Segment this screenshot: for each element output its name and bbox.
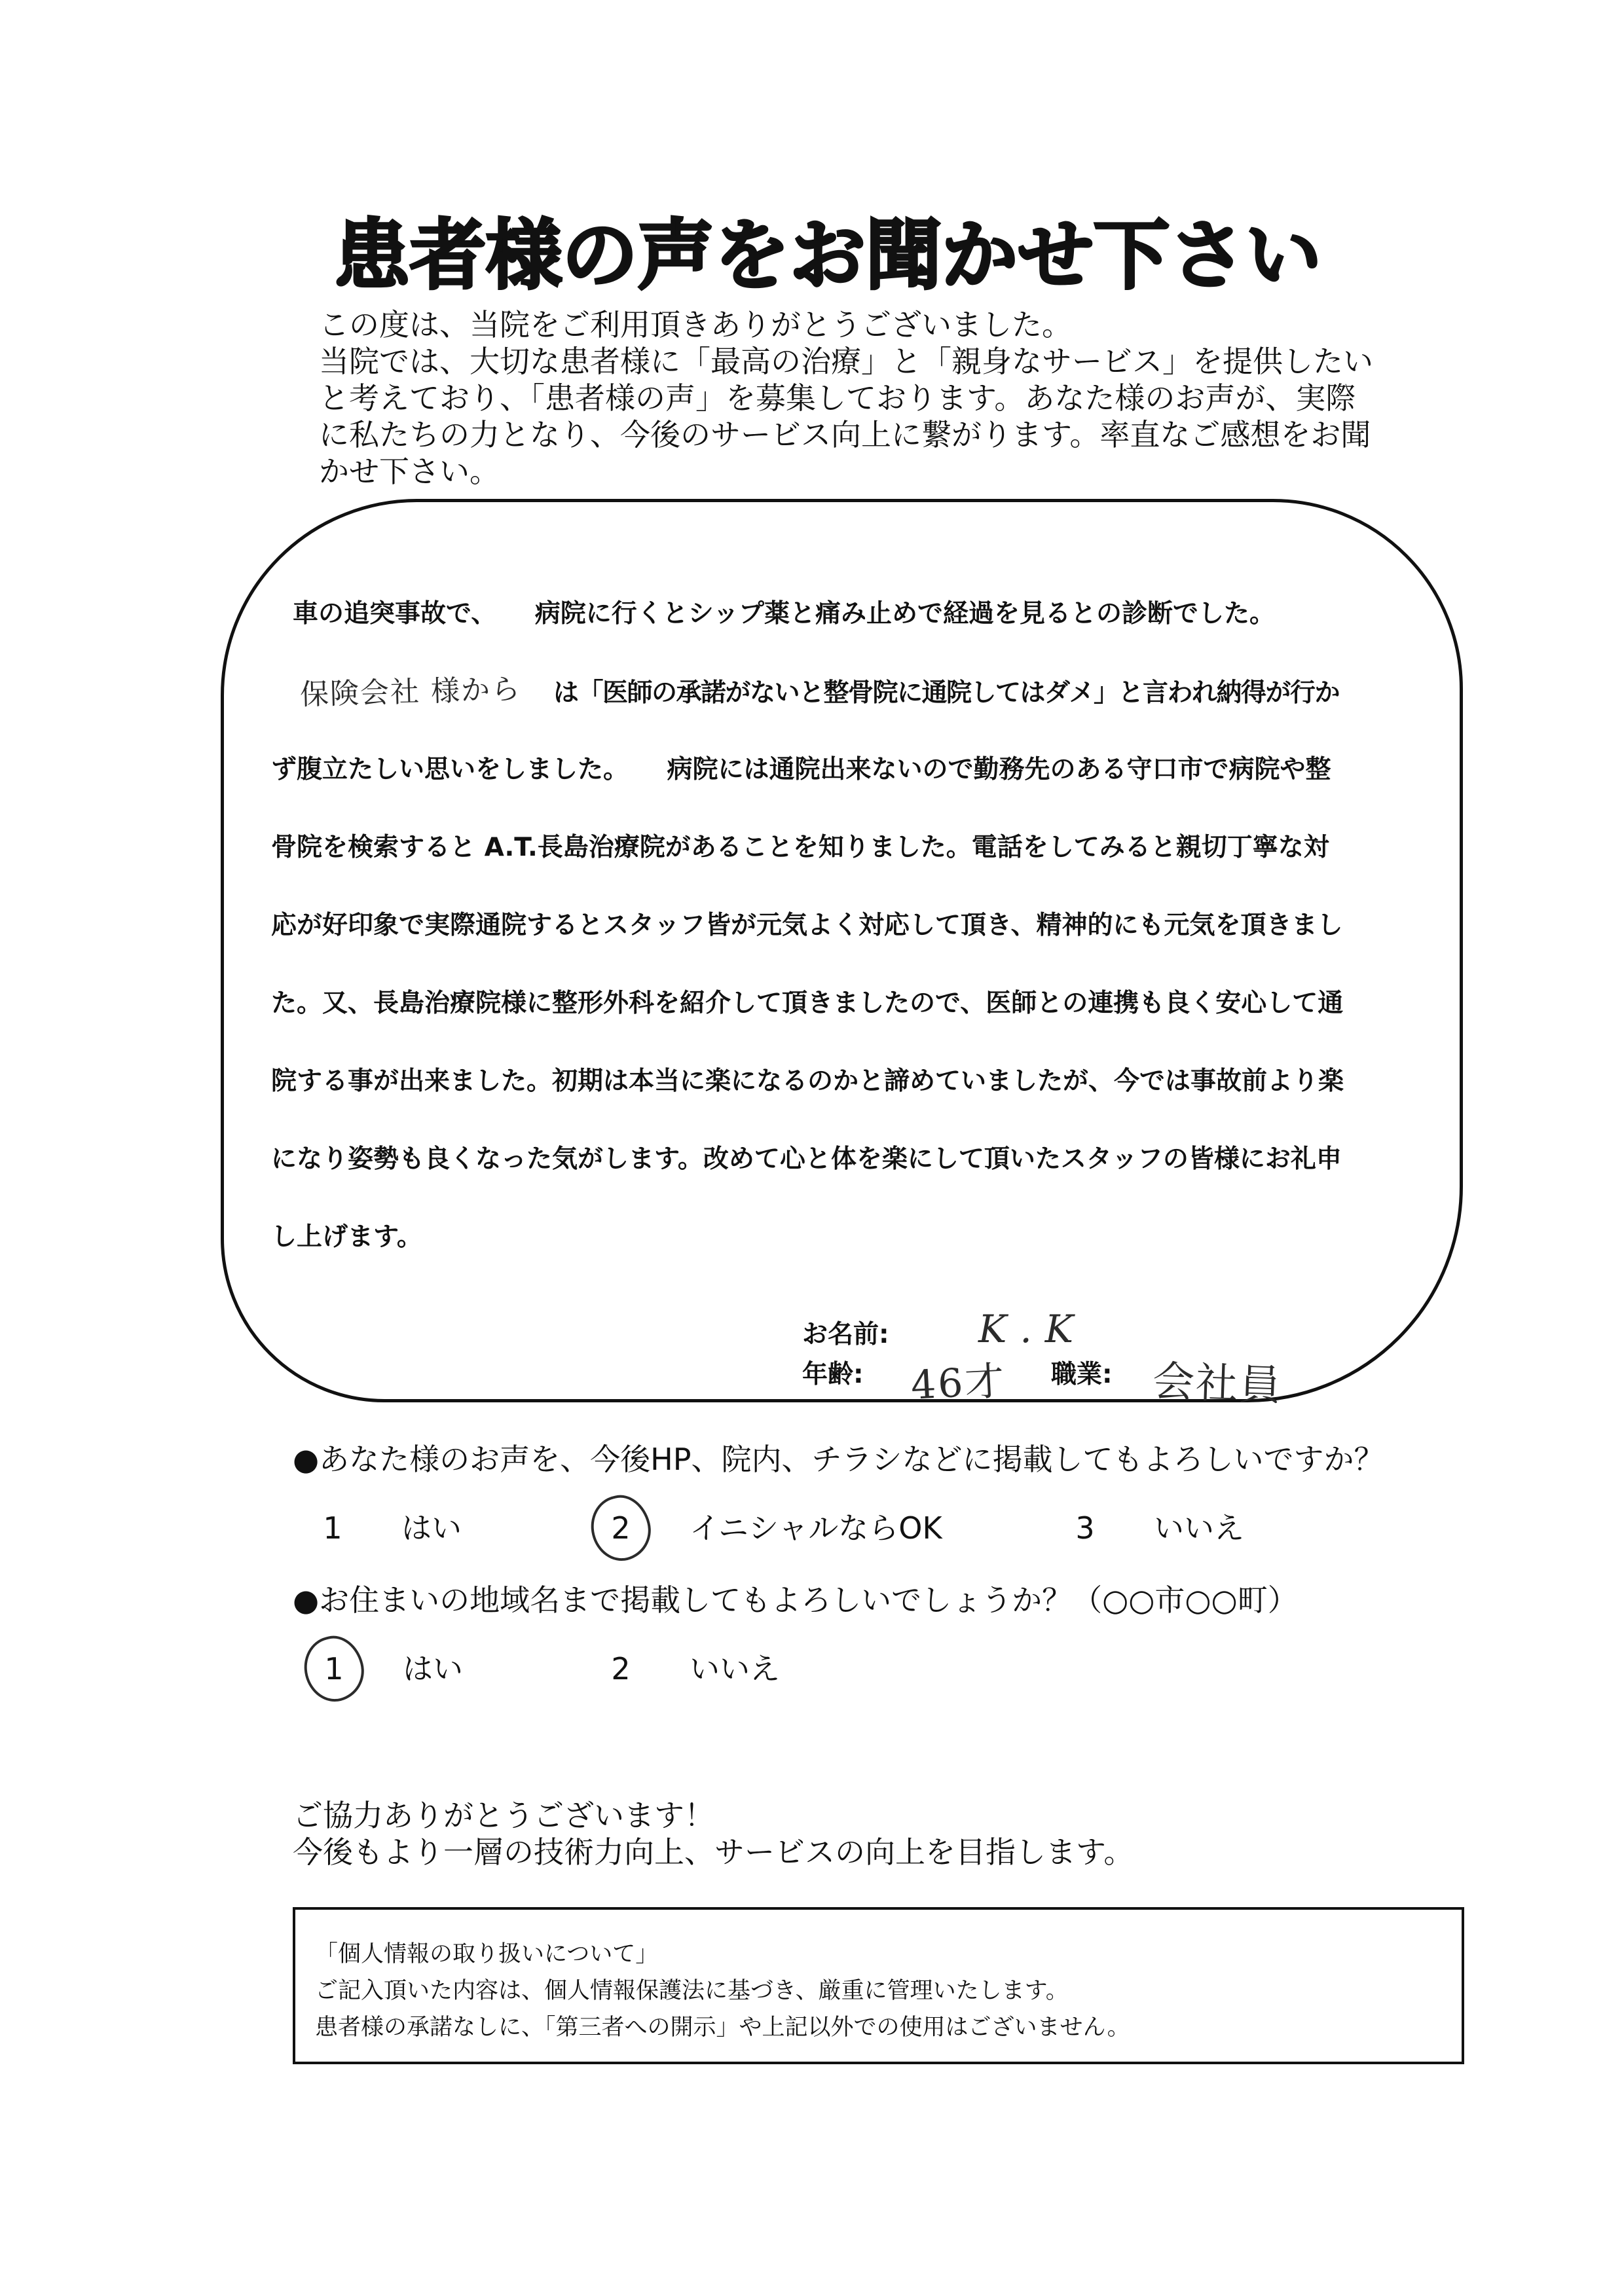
option-number: 2 — [611, 1510, 631, 1546]
privacy-line: 患者様の承諾なしに、「第三者への開示」や上記以外での使用はございません。 — [315, 2014, 1130, 2041]
privacy-line: ご記入頂いた内容は、個人情報保護法に基づき、厳重に管理いたします。 — [315, 1978, 1069, 2004]
testimonial-line: 院する事が出来ました。初期は本当に楽になるのかと諦めていましたが、今では事故前より楽 — [271, 1066, 1344, 1096]
answer-option — [1072, 1510, 1244, 1546]
closing-message — [293, 1797, 1134, 1870]
option-label: いいえ — [1154, 1510, 1244, 1546]
option-number: 3 — [1075, 1510, 1095, 1546]
testimonial-line: 骨院を検索すると A.T.長島治療院があることを知りました。電話をしてみると親切丁寧な対 — [271, 833, 1329, 862]
form-title: 患者様の声をお聞かせ下さい — [334, 211, 1321, 300]
age-label: 年齢: — [802, 1360, 864, 1389]
closing-line: ご協力ありがとうございます！ — [293, 1798, 714, 1833]
testimonial-text — [271, 575, 1344, 1276]
answer-options-publish — [0, 1510, 1506, 1546]
intro-line: かせ下さい。 — [319, 454, 500, 489]
intro-line: この度は、当院をご利用頂きありがとうございました。 — [319, 307, 1072, 342]
selection-circle-mark — [584, 1489, 657, 1567]
occupation-label: 職業: — [1051, 1360, 1113, 1389]
option-label: はい — [403, 1651, 463, 1686]
privacy-notice-box — [293, 1907, 1464, 2064]
answer-option — [608, 1510, 942, 1546]
testimonial-line: 車の追突事故で、 病院に行くとシップ薬と痛み止めで経過を見るとの診断でした。 — [293, 599, 1275, 629]
intro-line: と考えており、「患者様の声」を募集しております。あなた様のお声が、実際 — [319, 380, 1356, 416]
testimonial-line: になり姿勢も良くなった気がします。改めて心と体を楽にして頂いたスタッフの皆様にお礼申 — [271, 1144, 1342, 1174]
answer-option — [321, 1650, 463, 1687]
answer-option — [320, 1510, 462, 1546]
testimonial-line: た。又、長島治療院様に整形外科を紹介して頂きましたので、医師との連携も良く安心して通 — [271, 989, 1344, 1018]
option-number: 1 — [324, 1651, 344, 1686]
testimonial-line — [271, 653, 1344, 731]
intro-paragraph — [319, 306, 1373, 490]
testimonial-line-text: は「医師の承諾がないと整骨院に通院してはダメ」と言われ納得が行か — [553, 678, 1340, 708]
consent-question-publish: ●あなた様のお声を、今後HP、院内、チラシなどに掲載してもよろしいですか？ — [293, 1442, 1384, 1477]
privacy-heading: 「個人情報の取り扱いについて」 — [315, 1941, 659, 1967]
handwritten-name: K.K — [978, 1307, 1087, 1351]
closing-line: 今後もより一層の技術力向上、サービスの向上を目指します。 — [293, 1834, 1134, 1870]
option-label: はい — [401, 1510, 462, 1546]
option-label: イニシャルならOK — [690, 1510, 942, 1546]
consent-question-area: ●お住まいの地域名まで掲載してもよろしいでしょうか？（○○市○○町） — [293, 1582, 1298, 1618]
option-number: 2 — [611, 1651, 631, 1686]
option-number: 1 — [323, 1510, 342, 1546]
testimonial-line: ず腹立たしい思いをしました。 病院には通院出来ないので勤務先のある守口市で病院や整 — [271, 755, 1331, 784]
option-label: いいえ — [690, 1651, 780, 1686]
privacy-notice-text — [315, 1936, 1130, 2046]
handwritten-age: 46才 — [910, 1358, 1008, 1409]
testimonial-line: し上げます。 — [271, 1222, 422, 1252]
answer-option — [608, 1650, 780, 1687]
handwritten-occupation: 会社員 — [1151, 1357, 1283, 1411]
selection-circle-mark — [297, 1630, 371, 1708]
name-label: お名前: — [802, 1320, 889, 1349]
intro-line: 当院では、大切な患者様に「最高の治療」と「親身なサービス」を提供したい — [319, 344, 1373, 379]
testimonial-line: 応が好印象で実際通院するとスタッフ皆が元気よく対応して頂き、精神的にも元気を頂きまし — [271, 911, 1343, 940]
answer-options-area — [0, 1650, 1506, 1687]
handwritten-insert: 保険会社 様から — [299, 672, 522, 712]
intro-line: に私たちの力となり、今後のサービス向上に繋がります。率直なご感想をお聞 — [319, 417, 1371, 452]
